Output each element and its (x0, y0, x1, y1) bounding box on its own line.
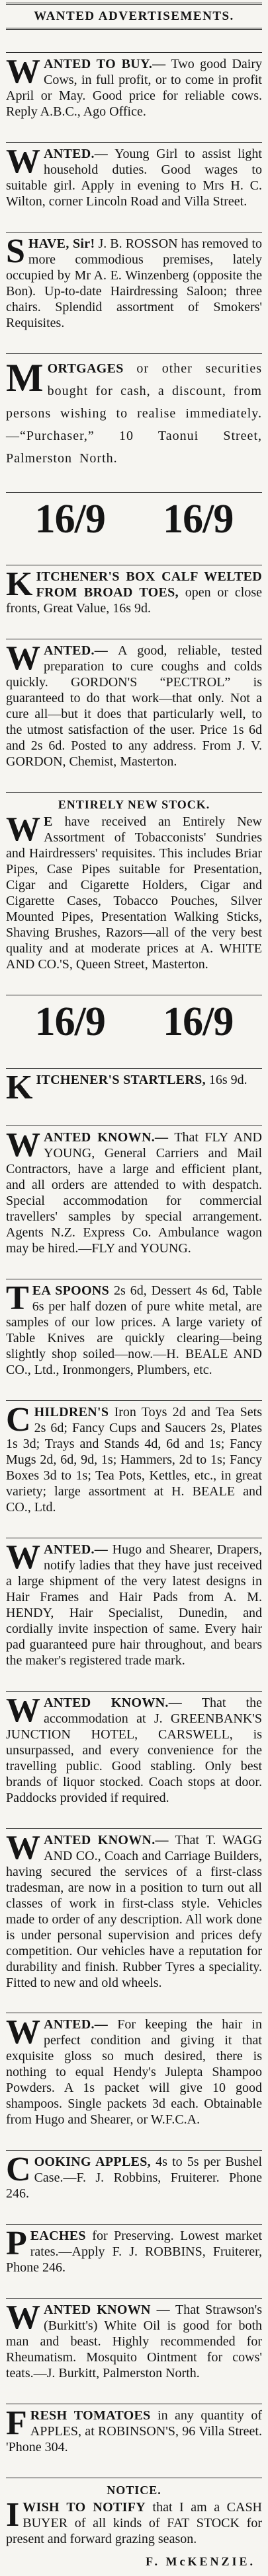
ad-text: open or close fronts, Great Value, 16s 9d. (6, 585, 262, 616)
ad-burkitt-white-oil (6, 2298, 262, 2381)
ad-heading: ANTED KNOWN — (44, 2303, 170, 2318)
drop-cap: C (6, 1400, 31, 1439)
ad-wagg-coachbuilders (6, 1828, 262, 1991)
ad-julepta-shampoo (6, 2013, 262, 2128)
price-figure: 16/9 (34, 496, 105, 542)
drop-cap: W (6, 810, 40, 849)
ad-heading: ANTED.— (44, 2017, 109, 2032)
price-figure: 16/9 (34, 999, 105, 1045)
ad-text: Young Girl to assist light household duties. Good wages to suitable girl. Apply in evening to Mrs H. C. Wilton, corner Lincoln Road and Villa Street. (6, 146, 262, 209)
drop-cap: W (6, 1538, 40, 1576)
ad-text: Iron Toys 2d and Tea Sets 2s 6d; Fancy Cups and Saucers 2s, Plates 1s 3d; Trays and Stands 4d, 6d and 1s; Fancy Mugs 2d, 6d, 9d, 1s; Hammers, 2d to 1s; Fancy Boxes 3d to 1s; Tea Pots, Kettles, etc., in great variety; large assortment at H. BEALE and CO., Ltd. (6, 1404, 263, 1515)
ad-gordon-pectrol (6, 639, 262, 769)
ad-text: have received an Entirely New Assortment of Tobacconists' Sundries and Hairdressers' requisites. This includes Briar Pipes, Case Pipes suitable for Presentation, Cigar and Cigarette Holders, Cigar and Cigarette Cases, Tobacco Pouches, Silver Mounted Pipes, Presentation Walking Sticks, Shaving Brushes, Razors—all of the very best quality and at moderate prices at A. WHITE AND CO.'S, Queen Street, Masterton. (6, 814, 263, 972)
drop-cap: W (6, 2299, 40, 2337)
ad-heading: EA SPOONS (32, 1283, 110, 1298)
ad-peaches (6, 2224, 262, 2275)
ad-text: Hugo and Shearer, Drapers, notify ladies that they have just received a large shipment of the very latest designs in Hair Frames and Hair Pads from A. M. HENDY, Hair Specialist, Dunedin, and cordially invite inspection of same. Every hair pad guaranteed pure hair throughout, and bears the maker's registered trade mark. (6, 1542, 262, 1668)
ad-white-and-co (6, 812, 262, 972)
ad-shave-rosson (6, 232, 262, 331)
entirely-new-stock-group (6, 792, 262, 972)
ad-heading: RESH TOMATOES (30, 2408, 151, 2423)
ad-text: J. B. ROSSON has removed to more commodious premises, lately occupied by Mr A. E. Winzenberg (opposite the Bon). Up-to-date Hairdressing Saloon; three chairs. Splendid assortment of Smokers' Requisites. (6, 236, 262, 330)
ad-heading: HAVE, Sir! (28, 236, 95, 251)
ad-mckenzie-cash-buyer (6, 2495, 263, 2547)
ad-text: that I am a CASH BUYER of all kinds of FAT STOCK for present and forward grazing season. (6, 2499, 263, 2546)
ad-heading: ANTED TO BUY.— (44, 56, 166, 71)
ad-text: for Preserving. Lowest market rates.—Apply F. J. ROBBINS, Fruiterer, Phone 246. (6, 2229, 262, 2275)
drop-cap: K (6, 565, 33, 604)
drop-cap: I (6, 2495, 20, 2534)
ad-fresh-tomatoes (6, 2404, 262, 2455)
ad-text: That Strawson's (Burkitt's) White Oil is good for both man and beast. Highly recommended for Rheumatism. Mosquito Ointment for cows' teats.—J. Burkitt, Palmerston North. (6, 2303, 262, 2381)
price-figure: 16/9 (163, 496, 234, 542)
subheading-notice: NOTICE. (6, 2478, 262, 2498)
ad-heading: ANTED.— (44, 146, 109, 161)
ad-tea-spoons (6, 1279, 262, 1378)
drop-cap: F (6, 2404, 27, 2443)
ad-fly-and-young (6, 1126, 262, 1256)
ad-text: Two good Dairy Cows, in full profit, or to come in profit April or May. Good price for reliable cows. Reply A.B.C., Ago Office. (6, 56, 262, 119)
ad-mortgages (6, 353, 262, 470)
drop-cap: S (6, 232, 25, 270)
ad-kitchener-box-calf (6, 565, 262, 616)
ad-heading: WISH TO NOTIFY (22, 2499, 146, 2515)
drop-cap: W (6, 1126, 40, 1164)
drop-cap: W (6, 639, 40, 678)
ad-kitchener-startlers (6, 1068, 262, 1107)
drop-cap: C (6, 2151, 31, 2189)
notice-signature: F. McKENZIE. (146, 2554, 255, 2568)
ad-heading: HILDREN'S (34, 1404, 109, 1419)
drop-cap: P (6, 2225, 27, 2263)
ad-text: For keeping the hair in perfect condition and giving it that exquisite gloss so much desired, there is nothing to equal Hendy's Julepta Shampoo Powders. A 1s packet will give 10 good shampoos. Single packets 3d each. Obtainable from Hugo and Shearer, or W.F.C.A. (6, 2017, 262, 2128)
ad-text: 2s 6d, Dessert 4s 6d, Table 6s per half dozen of pure white metal, are samples of our low prices. A large variety of Table Knives are quickly clearing—being slightly shop soiled—now.—H. BEALE AND CO., Ltd., Ironmongers, Plumbers, etc. (6, 1283, 262, 1377)
price-banner-first (6, 492, 262, 543)
ad-heading: EACHES (30, 2229, 86, 2244)
ad-wanted-to-buy-cows (6, 52, 262, 120)
ad-childrens-toys (6, 1400, 262, 1515)
drop-cap: W (6, 142, 40, 180)
ad-text: That T. WAGG AND CO., Coach and Carriage Builders, having secured the services of a first-class tradesman, are now in a position to turn out all classes of work in first-class style. Vehicles made to order of any description. All work done is under personal supervision and prices defy competition. Our vehicles have a reputation for durability and finish. Rubber Tyres a speciality. Fitted to new and old wheels. (6, 1832, 262, 1990)
subheading-entirely-new-stock: ENTIRELY NEW STOCK. (6, 792, 262, 812)
ad-heading: ITCHENER'S BOX CALF WELTED FROM BROAD TOES, (36, 569, 262, 600)
ad-text: 16s 9d. (208, 1073, 247, 1088)
ad-heading: ANTED.— (44, 1542, 109, 1557)
ad-text: in any quantity of APPLES, at ROBINSON'S, 96 Villa Street. 'Phone 304. (6, 2408, 263, 2455)
drop-cap: W (6, 1691, 40, 1729)
drop-cap: M (6, 355, 44, 400)
ad-heading: ANTED KNOWN.— (44, 1695, 183, 1710)
ad-heading: ANTED KNOWN.— (44, 1832, 169, 1847)
price-figure: 16/9 (163, 999, 234, 1045)
ad-young-girl (6, 142, 262, 209)
ad-text: A good, reliable, tested preparation to cure coughs and colds quickly. GORDON'S “PECTROL” is guaranteed to do that work—that only. Not a cure all—but it does that particularly well, to the utmost satisfaction of the user. Price 1s 6d and 2s 6d. Posted to any address. From J. V. GORDON, Chemist, Masterton. (6, 643, 262, 769)
ad-heading: ANTED.— (44, 643, 109, 659)
ad-heading: E (44, 814, 53, 830)
drop-cap: W (6, 52, 40, 90)
drop-cap: T (6, 1279, 29, 1317)
ad-heading: ORTGAGES (47, 361, 124, 376)
ad-heading: ITCHENER'S STARTLERS, (36, 1073, 206, 1088)
ad-heading: OOKING APPLES, (34, 2155, 151, 2170)
drop-cap: W (6, 1828, 40, 1867)
ad-hugo-and-shearer (6, 1538, 262, 1668)
ad-greenbank-hotel (6, 1691, 262, 1806)
ad-heading: ANTED KNOWN.— (44, 1129, 169, 1145)
drop-cap: W (6, 2013, 40, 2052)
section-title: WANTED ADVERTISEMENTS. (6, 3, 262, 30)
ad-text: That FLY AND YOUNG, General Carriers and Mail Contractors, have a large and efficient plant, and all orders are attended to with despatch. Special accommodation for commercial travellers' samples by special arrangement. Agents N.Z. Express Co. Ambulance wagon may be hired.—FLY and YOUNG. (6, 1129, 263, 1256)
ad-cooking-apples (6, 2150, 262, 2201)
ad-text: 4s to 5s per Bushel Case.—F. J. Robbins, Fruiterer. Phone 246. (6, 2155, 263, 2201)
price-banner-second (6, 995, 262, 1046)
drop-cap: K (6, 1069, 33, 1107)
ad-text: That the accommodation at J. GREENBANK'S JUNCTION HOTEL, CARSWELL, is unsurpassed, and every convenience for the travelling public. Good stabling. Only best brands of liquor stocked. Coach stops at door. Paddocks provided if required. (6, 1695, 262, 1805)
ad-text: or other securities bought for cash, a discount, from persons wishing to realise immediately.—“Purchaser,” 10 Taonui Street, Palmerston North. (6, 361, 262, 466)
notice-group (6, 2478, 262, 2569)
